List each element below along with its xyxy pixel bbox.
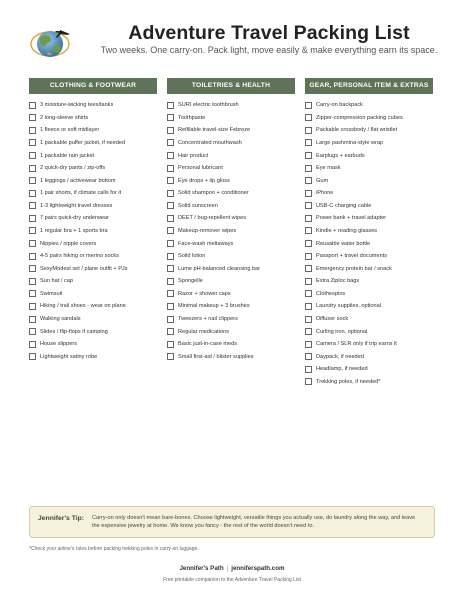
checkbox[interactable]	[167, 215, 174, 222]
checklist-item-label: Passport + travel documents	[316, 253, 388, 260]
checkbox[interactable]	[305, 316, 312, 323]
checkbox[interactable]	[29, 303, 36, 310]
checkbox[interactable]	[167, 139, 174, 146]
checkbox[interactable]	[29, 190, 36, 197]
checklist-item-label: Tweezers + nail clippers	[178, 316, 238, 323]
checklist-item-label: 2 quick-dry pants / zip-offs	[40, 165, 106, 172]
checklist-item	[305, 212, 433, 224]
checklist-item	[29, 225, 157, 237]
checkbox[interactable]	[29, 215, 36, 222]
checklist-item	[305, 300, 433, 312]
checklist-item-label: Kindle + reading glasses	[316, 227, 378, 234]
checklist-item-label: Refillable travel-size Febreze	[178, 127, 251, 134]
checklist-item	[29, 112, 157, 124]
checkbox[interactable]	[305, 366, 312, 373]
checklist-item	[305, 200, 433, 212]
checklist-item-label: Power bank + travel adapter	[316, 215, 387, 222]
checklist-item-label: 1 leggings / activewear bottom	[40, 177, 116, 184]
column-heading: CLOTHING & FOOTWEAR	[29, 78, 157, 94]
column-toiletries-health	[167, 78, 295, 363]
checklist-item-label: Hair product	[178, 152, 209, 159]
checklist-item-label: Slides / flip-flops if camping	[40, 328, 108, 335]
checklist-item	[29, 124, 157, 136]
checklist-item-label: Eye mask	[316, 165, 341, 172]
checklist-item-label: Large pashmina-style wrap	[316, 139, 384, 146]
footer-brand: Jennifer's Path	[179, 565, 224, 572]
checkbox[interactable]	[167, 253, 174, 260]
page-title: Adventure Travel Packing List	[128, 22, 410, 44]
checklist-item-label: 7 pairs quick-dry underwear	[40, 215, 110, 222]
checklist-item-label: Basic just-in-case meds	[178, 341, 238, 348]
footer-site-link[interactable]: jenniferspath.com	[231, 565, 285, 572]
checklist-item	[305, 162, 433, 174]
checklist-item-label: Lume pH-balanced cleansing bar	[178, 265, 261, 272]
checklist-item-label: Small first-aid / blister supplies	[178, 353, 254, 360]
checklist-item	[29, 250, 157, 262]
checklist-item	[29, 313, 157, 325]
checklist-item	[305, 351, 433, 363]
checklist-item	[305, 325, 433, 337]
checklist-item	[29, 300, 157, 312]
checklist-item-label: 1 pair shorts, if climate calls for it	[40, 190, 122, 197]
checkbox[interactable]	[29, 316, 36, 323]
checkbox[interactable]	[167, 240, 174, 247]
checkbox[interactable]	[29, 227, 36, 234]
checklist-item	[305, 99, 433, 111]
checklist-item	[29, 263, 157, 275]
tip-label: Jennifer's Tip:	[38, 515, 85, 522]
checkbox[interactable]	[167, 102, 174, 109]
checkbox[interactable]	[305, 202, 312, 209]
checkbox[interactable]	[167, 190, 174, 197]
column-heading: GEAR, PERSONAL ITEM & EXTRAS	[305, 78, 433, 94]
checklist-item	[167, 338, 295, 350]
checklist-item-label: Curling iron, optional	[316, 328, 368, 335]
checklist-item	[167, 288, 295, 300]
checkbox[interactable]	[305, 253, 312, 260]
checklist-item	[167, 250, 295, 262]
checklist-item-label: Daypack, if needed	[316, 353, 364, 360]
checkbox[interactable]	[29, 202, 36, 209]
checklist-item-label: Concentrated mouthwash	[178, 139, 242, 146]
checklist-item	[305, 124, 433, 136]
checkbox[interactable]	[305, 265, 312, 272]
footer-separator: |	[226, 565, 229, 572]
checklist-item	[167, 212, 295, 224]
checklist-item-label: Carry-on backpack	[316, 102, 363, 109]
checkbox[interactable]	[167, 353, 174, 360]
tip-text: Carry-on only doesn't mean bare-bones. Choose lightweight, versatile things you actually use, do laundry along the way, and leave the expensive jewelry at home. We know you fancy - the rest of the world doesn't need to.	[92, 515, 416, 530]
checklist-item-label: Trekking poles, if needed*	[316, 378, 381, 385]
checklist-item	[167, 187, 295, 199]
checklist-item-label: 1 packable puffer jacket, if needed	[40, 139, 126, 146]
checkbox[interactable]	[29, 114, 36, 121]
checklist-item	[305, 363, 433, 375]
checklist-item-label: Camera / SLR only if trip earns it	[316, 341, 397, 348]
checklist-item	[305, 112, 433, 124]
checklist-item	[167, 162, 295, 174]
checklist-item-label: Solid lotion	[178, 253, 206, 260]
checkbox[interactable]	[305, 102, 312, 109]
checklist-item	[29, 162, 157, 174]
checklist-item	[167, 124, 295, 136]
footer-brand-line	[0, 565, 464, 572]
checklist-item	[167, 300, 295, 312]
globe-airplane-icon	[26, 22, 82, 66]
checklist-item	[167, 237, 295, 249]
checklist-item	[29, 288, 157, 300]
checklist-item-label: Razor + shower caps	[178, 290, 231, 297]
checklist-item	[305, 313, 433, 325]
checklist-item-label: Headlamp, if needed	[316, 366, 368, 373]
checklist-item	[167, 325, 295, 337]
checklist-item-label: iPhone	[316, 190, 334, 197]
checklist-item-label: 1 regular bra + 1 sports bra	[40, 227, 108, 234]
checklist-item-label: Emergency protein bar / snack	[316, 265, 392, 272]
checkbox[interactable]	[305, 190, 312, 197]
checklist-item	[305, 174, 433, 186]
checklist-item-label: Nippies / nipple covers	[40, 240, 97, 247]
checkbox[interactable]	[29, 265, 36, 272]
column-gear-extras	[305, 78, 433, 388]
packing-columns	[29, 78, 435, 385]
checkbox[interactable]	[167, 316, 174, 323]
checkbox[interactable]	[167, 303, 174, 310]
checklist-item-label: 3 moisture-wicking tees/tanks	[40, 102, 114, 109]
checkbox[interactable]	[29, 139, 36, 146]
checklist-item-label: DEET / bug-repellent wipes	[178, 215, 246, 222]
checkbox[interactable]	[29, 328, 36, 335]
checklist-item	[167, 149, 295, 161]
checklist-item-label: Laundry supplies, optional	[316, 303, 381, 310]
checklist-item	[29, 351, 157, 363]
checklist-item	[29, 212, 157, 224]
page-header	[0, 0, 464, 66]
checkbox[interactable]	[167, 165, 174, 172]
checklist-item	[29, 187, 157, 199]
checklist-item	[29, 149, 157, 161]
checkbox[interactable]	[167, 127, 174, 134]
checkbox[interactable]	[29, 102, 36, 109]
checkbox[interactable]	[167, 341, 174, 348]
checklist-item-label: Earplugs + earbuds	[316, 152, 365, 159]
checklist-item-label: Lightweight satiny robe	[40, 353, 98, 360]
item-list	[167, 99, 295, 363]
checklist-item-label: Diffuser sock	[316, 316, 349, 323]
checkbox[interactable]	[167, 227, 174, 234]
checklist-item-label: Extra Ziploc bags	[316, 278, 360, 285]
checkbox[interactable]	[305, 177, 312, 184]
checkbox[interactable]	[305, 227, 312, 234]
checklist-item-label: Toothpaste	[178, 114, 206, 121]
checkbox[interactable]	[305, 127, 312, 134]
checkbox[interactable]	[167, 290, 174, 297]
checklist-item	[305, 237, 433, 249]
checklist-item	[29, 137, 157, 149]
checklist-item-label: Spongelle	[178, 278, 203, 285]
checklist-item	[167, 263, 295, 275]
checklist-item	[167, 313, 295, 325]
checkbox[interactable]	[305, 290, 312, 297]
checklist-item	[29, 99, 157, 111]
checklist-item-label: Solid sunscreen	[178, 202, 218, 209]
checklist-item	[167, 225, 295, 237]
checklist-item	[305, 137, 433, 149]
checklist-item-label: SURI electric toothbrush	[178, 102, 239, 109]
checkbox[interactable]	[29, 341, 36, 348]
checkbox[interactable]	[305, 139, 312, 146]
item-list	[29, 99, 157, 363]
checklist-item-label: 2 long-sleeve shirts	[40, 114, 89, 121]
checkbox[interactable]	[29, 165, 36, 172]
checklist-item-label: Swimsuit	[40, 290, 63, 297]
checklist-item	[167, 275, 295, 287]
checklist-item-label: Regular medications	[178, 328, 229, 335]
checklist-item-label: 1-3 lightweight travel dresses	[40, 202, 113, 209]
checkbox[interactable]	[305, 341, 312, 348]
checklist-item	[167, 99, 295, 111]
checklist-item-label: Eye drops + lip gloss	[178, 177, 230, 184]
checklist-item-label: Sun hat / cap	[40, 278, 73, 285]
checklist-item	[167, 112, 295, 124]
checkbox[interactable]	[29, 278, 36, 285]
checklist-item-label: 1 packable rain jacket	[40, 152, 95, 159]
checklist-item	[29, 237, 157, 249]
checklist-item-label: Solid shampoo + conditioner	[178, 190, 249, 197]
checklist-item	[29, 200, 157, 212]
checkbox[interactable]	[29, 177, 36, 184]
tip-box	[29, 506, 435, 538]
checkbox[interactable]	[167, 177, 174, 184]
checklist-item-label: Gum	[316, 177, 329, 184]
column-heading: TOILETRIES & HEALTH	[167, 78, 295, 94]
checklist-item	[305, 376, 433, 388]
checkbox[interactable]	[305, 353, 312, 360]
checklist-item	[305, 338, 433, 350]
checklist-item-label: Face-wash meltaways	[178, 240, 234, 247]
checklist-item	[167, 137, 295, 149]
checklist-item-label: Personal lubricant	[178, 165, 223, 172]
checklist-item-label: Packable crossbody / flat wristlet	[316, 127, 398, 134]
checkbox[interactable]	[29, 240, 36, 247]
checklist-item	[305, 225, 433, 237]
checkbox[interactable]	[305, 328, 312, 335]
checkbox[interactable]	[29, 152, 36, 159]
checklist-item	[29, 325, 157, 337]
checklist-item-label: Reusable water bottle	[316, 240, 371, 247]
checkbox[interactable]	[305, 303, 312, 310]
checklist-item-label: 1 fleece or soft midlayer	[40, 127, 100, 134]
checkbox[interactable]	[167, 114, 174, 121]
checklist-item-label: Clothespins	[316, 290, 346, 297]
checklist-item-label: House slippers	[40, 341, 77, 348]
checkbox[interactable]	[305, 165, 312, 172]
checklist-item	[167, 351, 295, 363]
checklist-item-label: Walking sandals	[40, 316, 81, 323]
checkbox[interactable]	[167, 328, 174, 335]
checkbox[interactable]	[29, 127, 36, 134]
checklist-item-label: Makeup-remover wipes	[178, 227, 237, 234]
checkbox[interactable]	[29, 290, 36, 297]
checkbox[interactable]	[305, 152, 312, 159]
checklist-item	[305, 187, 433, 199]
page-subtitle: Two weeks. One carry-on. Pack light, move easily & make everything earn its space.	[100, 45, 438, 55]
checkbox[interactable]	[167, 278, 174, 285]
checkbox[interactable]	[305, 240, 312, 247]
checkbox[interactable]	[167, 152, 174, 159]
checklist-item	[167, 174, 295, 186]
checklist-item	[305, 263, 433, 275]
item-list	[305, 99, 433, 388]
checkbox[interactable]	[305, 215, 312, 222]
checklist-item	[305, 275, 433, 287]
checklist-item-label: Zipper-compression packing cubes	[316, 114, 403, 121]
checkbox[interactable]	[305, 114, 312, 121]
checkbox[interactable]	[305, 378, 312, 385]
checklist-item	[29, 338, 157, 350]
checklist-item	[305, 250, 433, 262]
footnote: *Check your airline's rules before packing trekking poles in carry-on luggage.	[29, 546, 199, 552]
footer-subtitle: Free printable companion to the Adventure Travel Packing List	[163, 577, 301, 583]
checklist-item	[29, 275, 157, 287]
checklist-item-label: 4-5 pairs hiking or merino socks	[40, 253, 119, 260]
checkbox[interactable]	[29, 353, 36, 360]
checklist-item-label: Minimal makeup + 3 brushes	[178, 303, 250, 310]
checklist-item-label: Hiking / trail shoes - wear on plane	[40, 303, 126, 310]
checklist-item	[167, 200, 295, 212]
checklist-item-label: SexyModest set / plane outfit + PJs	[40, 265, 128, 272]
checkbox[interactable]	[167, 202, 174, 209]
checkbox[interactable]	[167, 265, 174, 272]
checklist-item	[305, 149, 433, 161]
checkbox[interactable]	[29, 253, 36, 260]
column-clothing-footwear	[29, 78, 157, 363]
checklist-item	[305, 288, 433, 300]
checklist-item	[29, 174, 157, 186]
checkbox[interactable]	[305, 278, 312, 285]
checklist-item-label: USB-C charging cable	[316, 202, 372, 209]
